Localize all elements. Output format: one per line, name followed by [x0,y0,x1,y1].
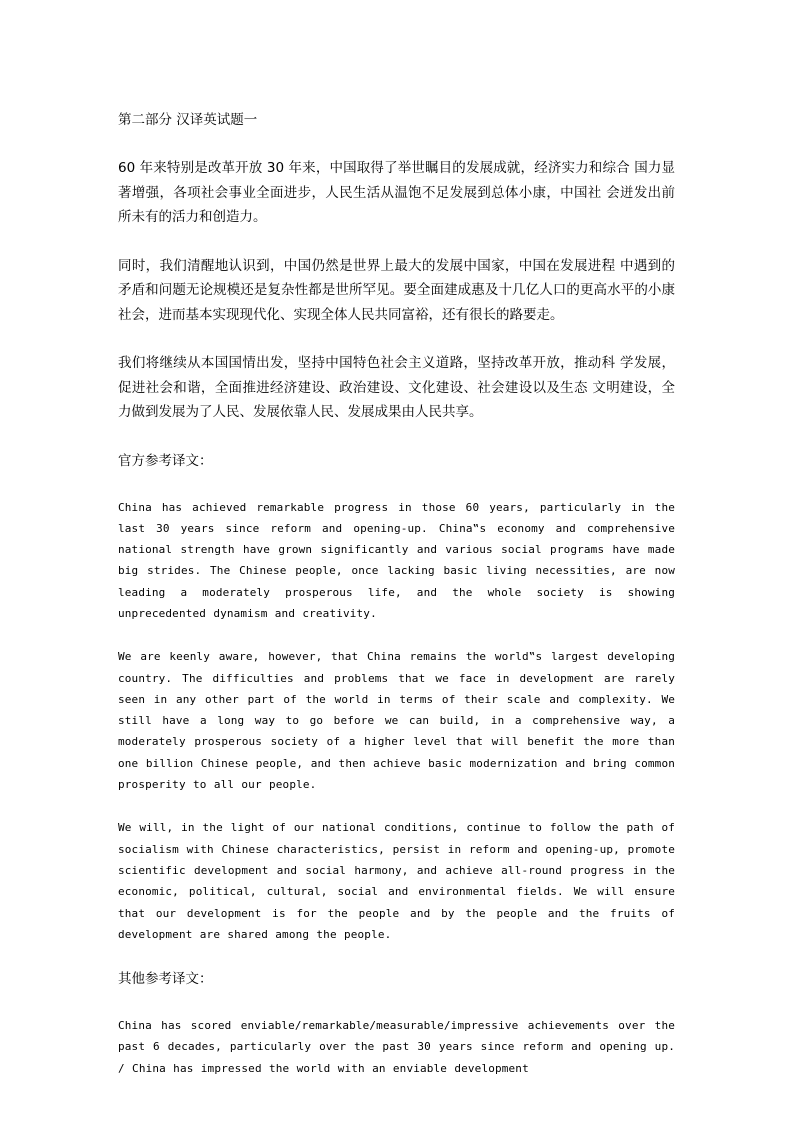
source-paragraph-3: 我们将继续从本国国情出发，坚持中国特色社会主义道路，坚持改革开放，推动科 学发展，促进社会和谐，全面推进经济建设、政治建设、文化建设、社会建设以及生态 文明建设，全力做到发展为了人民、发展依靠人民、发展成果由人民共享。 [118,355,675,420]
official-translation-paragraph-3: We will, in the light of our national conditions, continue to follow the path of socialism with Chinese characteristics, persist in reform and opening-up, promote scientific development and social harmony, and achieve all-round progress in the economic, political, cultural, social and environmental fields. We will ensure that our development is for the people and by the people and the fruits of development are shared among the people. [118,821,683,941]
official-translation-paragraph-1: China has achieved remarkable progress in those 60 years, particularly in the last 30 years since reform and opening-up. China‟s economy and comprehensive national strength have grown significantly and various social programs have made big strides. The Chinese people, once lacking basic living necessities, are now leading a moderately prosperous life, and the whole society is showing unprecedented dynamism and creativity. [118,500,683,620]
page-title: 第二部分 汉译英试题一 [118,112,258,128]
other-translation-heading: 其他参考译文： [118,971,213,988]
source-paragraph-2: 同时，我们清醒地认识到，中国仍然是世界上最大的发展中国家，中国在发展进程 中遇到的矛盾和问题无论规模还是复杂性都是世所罕见。要全面建成惠及十几亿人口的更高水平的小康社会，进而基本实现现代化、实现全体人民共同富裕，还有很长的路要走。 [118,257,675,323]
document-body [118,108,683,1079]
official-translation-heading: 官方参考译文： [118,452,213,469]
official-translation-paragraph-2: We are keenly aware, however, that China remains the world‟s largest developing country. The difficulties and problems that we face in development are rarely seen in any other part of the world in terms of their scale and complexity. We still have a long way to go before we can build, in a comprehensive way, a moderately prosperous society of a higher level that will benefit the more than one billion Chinese people, and then achieve basic modernization and bring common prosperity to all our people. [118,650,683,792]
source-paragraph-1: 60 年来特别是改革开放 30 年来，中国取得了举世瞩目的发展成就，经济实力和综合 国力显著增强，各项社会事业全面进步，人民生活从温饱不足发展到总体小康，中国社 会迸发出前所未有的活力和创造力。 [118,160,675,225]
other-translation-paragraph-1: China has scored enviable/remarkable/measurable/impressive achievements over the past 6 decades, particularly over the past 30 years since reform and opening up. / China has impressed the world with an enviable development [118,1019,683,1075]
